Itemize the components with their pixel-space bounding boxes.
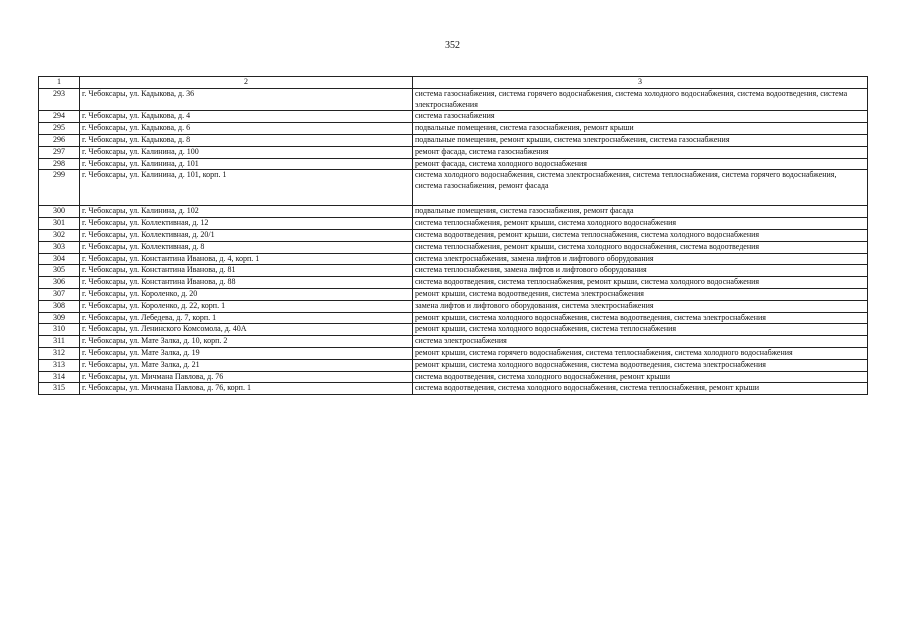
row-number: 304 <box>39 253 80 265</box>
row-number: 310 <box>39 324 80 336</box>
table-row <box>39 336 868 348</box>
row-address: г. Чебоксары, ул. Мичмана Павлова, д. 76, корп. 1 <box>80 383 413 395</box>
table-row <box>39 383 868 395</box>
row-address: г. Чебоксары, ул. Коллективная, д. 20/1 <box>80 229 413 241</box>
row-address: г. Чебоксары, ул. Мичмана Павлова, д. 76 <box>80 371 413 383</box>
buildings-table <box>38 76 868 395</box>
row-number: 302 <box>39 229 80 241</box>
table-row <box>39 206 868 218</box>
row-works: система электроснабжения <box>413 336 868 348</box>
row-works: подвальные помещения, ремонт крыши, система электроснабжения, система газоснабжения <box>413 134 868 146</box>
row-number: 295 <box>39 123 80 135</box>
row-address: г. Чебоксары, ул. Кадыкова, д. 4 <box>80 111 413 123</box>
row-works: система электроснабжения, замена лифтов и лифтового оборудования <box>413 253 868 265</box>
table-row <box>39 111 868 123</box>
row-works: система теплоснабжения, ремонт крыши, система холодного водоснабжения, система водоотведения <box>413 241 868 253</box>
row-works: система газоснабжения, система горячего водоснабжения, система холодного водоснабжения, система водоотведения, система электроснабжения <box>413 88 868 111</box>
row-address: г. Чебоксары, ул. Калинина, д. 101 <box>80 158 413 170</box>
row-number: 309 <box>39 312 80 324</box>
table-row <box>39 218 868 230</box>
row-number: 313 <box>39 359 80 371</box>
row-works: система водоотведения, ремонт крыши, система теплоснабжения, система холодного водоснабжения <box>413 229 868 241</box>
table-row <box>39 359 868 371</box>
row-number: 297 <box>39 146 80 158</box>
row-number: 308 <box>39 300 80 312</box>
table-row <box>39 371 868 383</box>
row-address: г. Чебоксары, ул. Константина Иванова, д. 88 <box>80 277 413 289</box>
table-row <box>39 146 868 158</box>
row-number: 301 <box>39 218 80 230</box>
header-col-address: 2 <box>80 77 413 89</box>
row-works: ремонт крыши, система горячего водоснабжения, система теплоснабжения, система холодного водоснабжения <box>413 347 868 359</box>
row-address: г. Чебоксары, ул. Константина Иванова, д. 4, корп. 1 <box>80 253 413 265</box>
row-works: ремонт крыши, система холодного водоснабжения, система теплоснабжения <box>413 324 868 336</box>
row-works: ремонт крыши, система водоотведения, система электроснабжения <box>413 288 868 300</box>
row-number: 315 <box>39 383 80 395</box>
table-row <box>39 123 868 135</box>
row-number: 306 <box>39 277 80 289</box>
table-header-row <box>39 77 868 89</box>
row-address: г. Чебоксары, ул. Кадыкова, д. 6 <box>80 123 413 135</box>
table-row <box>39 170 868 206</box>
table-row <box>39 288 868 300</box>
row-works: ремонт крыши, система холодного водоснабжения, система водоотведения, система электроснабжения <box>413 312 868 324</box>
row-works: подвальные помещения, система газоснабжения, ремонт фасада <box>413 206 868 218</box>
row-works: система газоснабжения <box>413 111 868 123</box>
row-address: г. Чебоксары, ул. Коллективная, д. 8 <box>80 241 413 253</box>
table-row <box>39 347 868 359</box>
row-number: 300 <box>39 206 80 218</box>
row-address: г. Чебоксары, ул. Короленко, д. 20 <box>80 288 413 300</box>
row-address: г. Чебоксары, ул. Калинина, д. 101, корп. 1 <box>80 170 413 206</box>
row-works: система теплоснабжения, ремонт крыши, система холодного водоснабжения <box>413 218 868 230</box>
row-number: 303 <box>39 241 80 253</box>
table-row <box>39 277 868 289</box>
row-address: г. Чебоксары, ул. Константина Иванова, д. 81 <box>80 265 413 277</box>
row-works: ремонт фасада, система холодного водоснабжения <box>413 158 868 170</box>
row-works: система водоотведения, система холодного водоснабжения, система теплоснабжения, ремонт крыши <box>413 383 868 395</box>
row-number: 294 <box>39 111 80 123</box>
row-address: г. Чебоксары, ул. Короленко, д. 22, корп. 1 <box>80 300 413 312</box>
row-number: 299 <box>39 170 80 206</box>
row-address: г. Чебоксары, ул. Мате Залка, д. 21 <box>80 359 413 371</box>
row-address: г. Чебоксары, ул. Мате Залка, д. 19 <box>80 347 413 359</box>
row-address: г. Чебоксары, ул. Калинина, д. 100 <box>80 146 413 158</box>
row-works: подвальные помещения, система газоснабжения, ремонт крыши <box>413 123 868 135</box>
row-address: г. Чебоксары, ул. Кадыкова, д. 8 <box>80 134 413 146</box>
table-row <box>39 158 868 170</box>
table-row <box>39 134 868 146</box>
row-address: г. Чебоксары, ул. Лебедева, д. 7, корп. 1 <box>80 312 413 324</box>
table-row <box>39 300 868 312</box>
table-row <box>39 312 868 324</box>
row-works: ремонт крыши, система холодного водоснабжения, система водоотведения, система электроснабжения <box>413 359 868 371</box>
table-row <box>39 229 868 241</box>
table-row <box>39 253 868 265</box>
table-row <box>39 265 868 277</box>
row-works: система теплоснабжения, замена лифтов и лифтового оборудования <box>413 265 868 277</box>
row-works: замена лифтов и лифтового оборудования, система электроснабжения <box>413 300 868 312</box>
row-address: г. Чебоксары, ул. Ленинского Комсомола, д. 40А <box>80 324 413 336</box>
row-number: 307 <box>39 288 80 300</box>
row-number: 311 <box>39 336 80 348</box>
row-number: 298 <box>39 158 80 170</box>
header-col-works: 3 <box>413 77 868 89</box>
table-row <box>39 241 868 253</box>
page-number: 352 <box>445 40 460 51</box>
table-row <box>39 88 868 111</box>
table-row <box>39 324 868 336</box>
row-address: г. Чебоксары, ул. Кадыкова, д. 36 <box>80 88 413 111</box>
row-works: система водоотведения, система холодного водоснабжения, ремонт крыши <box>413 371 868 383</box>
row-address: г. Чебоксары, ул. Коллективная, д. 12 <box>80 218 413 230</box>
row-works: система водоотведения, система теплоснабжения, ремонт крыши, система холодного водоснабжения <box>413 277 868 289</box>
row-number: 293 <box>39 88 80 111</box>
header-col-number: 1 <box>39 77 80 89</box>
row-number: 312 <box>39 347 80 359</box>
row-number: 305 <box>39 265 80 277</box>
row-works: ремонт фасада, система газоснабжения <box>413 146 868 158</box>
row-number: 296 <box>39 134 80 146</box>
row-address: г. Чебоксары, ул. Мате Залка, д. 10, корп. 2 <box>80 336 413 348</box>
row-works: система холодного водоснабжения, система электроснабжения, система теплоснабжения, система горячего водоснабжения, система газоснабжения, ремонт фасада <box>413 170 868 206</box>
row-address: г. Чебоксары, ул. Калинина, д. 102 <box>80 206 413 218</box>
row-number: 314 <box>39 371 80 383</box>
